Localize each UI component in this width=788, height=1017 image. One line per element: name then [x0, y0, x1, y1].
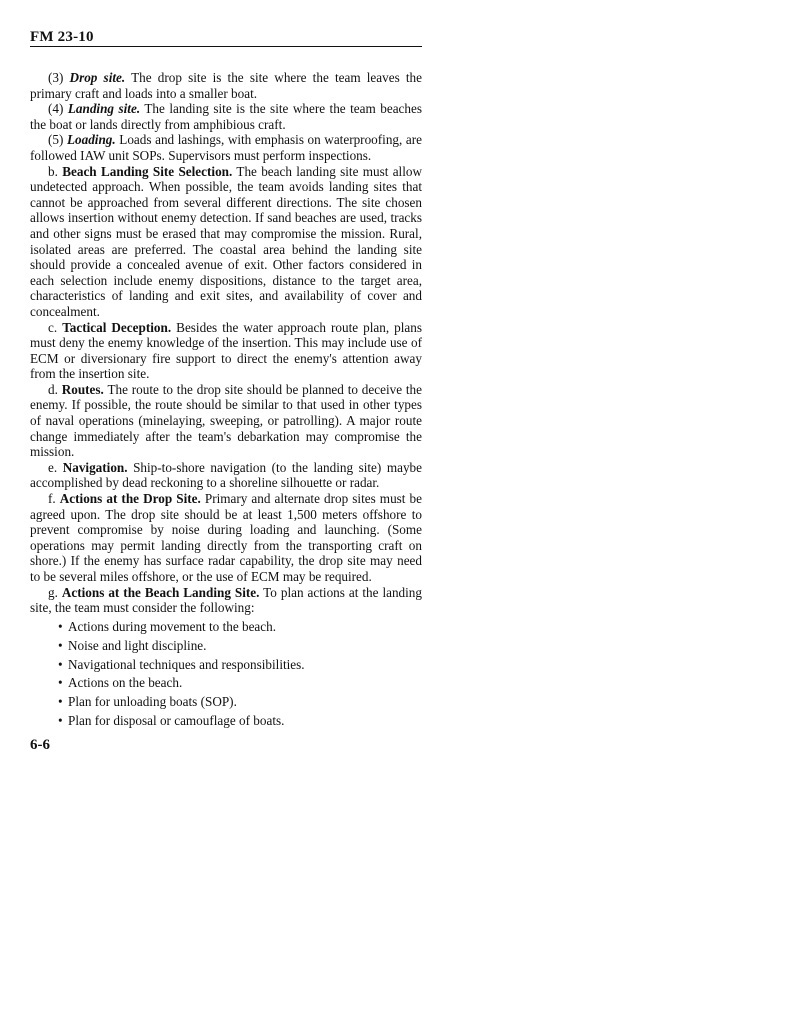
item-prefix: g.: [48, 584, 62, 600]
bullet-icon: •: [58, 713, 63, 729]
paragraph-text: Primary and alternate drop sites must be agreed upon. The drop site should be at least 1,500 meters offshore to prevent compromise by noise during loading and launching. (Some operations may permit landing directly from the transporting craft on shore.) If the enemy has surface radar capability, the drop site may need to be several miles offshore, or the use of ECM may be required.: [30, 491, 422, 584]
paragraph-lead: Navigation.: [62, 459, 128, 475]
paragraph-routes: [30, 382, 422, 460]
paragraph-lead: Actions at the Beach Landing Site.: [61, 584, 260, 600]
bullet-icon: •: [58, 694, 63, 710]
paragraph-navigation: [30, 460, 422, 491]
paragraph-lead: Loading.: [66, 132, 116, 148]
item-prefix: b.: [48, 163, 63, 179]
paragraph-lead: Tactical Deception.: [62, 319, 172, 335]
item-prefix: c.: [48, 319, 63, 335]
list-item-text: Navigational techniques and responsibilities.: [68, 656, 305, 672]
item-prefix: (3): [48, 70, 70, 85]
list-item: [58, 638, 422, 654]
bullet-icon: •: [58, 656, 63, 672]
considerations-list: [30, 619, 422, 729]
paragraph-text: The drop site is the site where the team leaves the primary craft and loads into a smaller boat.: [30, 70, 422, 101]
item-prefix: d.: [48, 381, 62, 397]
paragraph-tactical-deception: [30, 320, 422, 382]
paragraph-text: To plan actions at the landing site, the team must consider the following:: [30, 584, 422, 616]
item-prefix: (5): [48, 132, 67, 148]
page-header: [30, 28, 422, 47]
paragraph-actions-at-beach-landing-site: [30, 585, 422, 616]
paragraph-text: Besides the water approach route plan, plans must deny the enemy knowledge of the insertion. This may include use of ECM or diversionary fire support to direct the enemy's attention away from the insertion site.: [30, 319, 423, 382]
list-item: [58, 694, 422, 710]
item-prefix: (4): [48, 101, 68, 117]
list-item-text: Noise and light discipline.: [68, 637, 207, 653]
item-prefix: e.: [48, 459, 63, 475]
bullet-icon: •: [58, 637, 63, 653]
paragraph-beach-landing-site-selection: [30, 164, 422, 320]
paragraph-actions-at-drop-site: [30, 491, 422, 585]
list-item-text: Plan for disposal or camouflage of boats.: [68, 713, 285, 729]
page-content: [30, 70, 422, 732]
page-number: 6-6: [30, 737, 50, 753]
document-id: FM 23-10: [30, 29, 94, 45]
paragraph-lead: Landing site.: [67, 101, 141, 117]
paragraph-text: Loads and lashings, with emphasis on waterproofing, are followed IAW unit SOPs. Supervisors must perform inspections.: [30, 132, 422, 163]
paragraph-lead: Beach Landing Site Selection.: [62, 163, 233, 179]
item-prefix: f.: [48, 491, 60, 507]
paragraph-drop-site: [30, 70, 422, 101]
list-item: [58, 657, 422, 673]
paragraph-text: The landing site is the site where the team beaches the boat or lands directly from amphibious craft.: [30, 101, 422, 132]
list-item: [58, 619, 422, 635]
bullet-icon: •: [58, 675, 63, 691]
paragraph-lead: Routes.: [61, 381, 104, 397]
list-item-text: Actions during movement to the beach.: [68, 618, 277, 634]
list-item-text: Actions on the beach.: [68, 675, 183, 691]
paragraph-text: The route to the drop site should be planned to deceive the enemy. If possible, the route should be similar to that used in other types of naval operations (minelaying, sweeping, or patrolling). A major route change immediately after the team's debarkation may compromise the mission.: [30, 381, 422, 460]
paragraph-text: Ship-to-shore navigation (to the landing site) maybe accomplished by dead reckoning to a shoreline silhouette or radar.: [30, 459, 422, 491]
paragraph-lead: Drop site.: [69, 70, 126, 85]
paragraph-landing-site: [30, 101, 422, 132]
list-item: [58, 713, 422, 729]
bullet-icon: •: [58, 618, 63, 634]
paragraph-loading: [30, 132, 422, 163]
paragraph-lead: Actions at the Drop Site.: [59, 491, 201, 507]
list-item-text: Plan for unloading boats (SOP).: [68, 694, 237, 710]
list-item: [58, 675, 422, 691]
paragraph-text: The beach landing site must allow undetected approach. When possible, the team avoids landing sites that cannot be approached from several different directions. The site chosen allows insertion without enemy detection. If sand beaches are used, tracks and other signs must be erased that may compromise the mission. Rural, isolated areas are preferred. The coastal area behind the landing site should provide a concealed avenue of exit. Other factors considered in each selection include enemy dispositions, distance to the target area, characteristics of landing and exit sites, and availability of cover and concealment.: [30, 163, 423, 319]
